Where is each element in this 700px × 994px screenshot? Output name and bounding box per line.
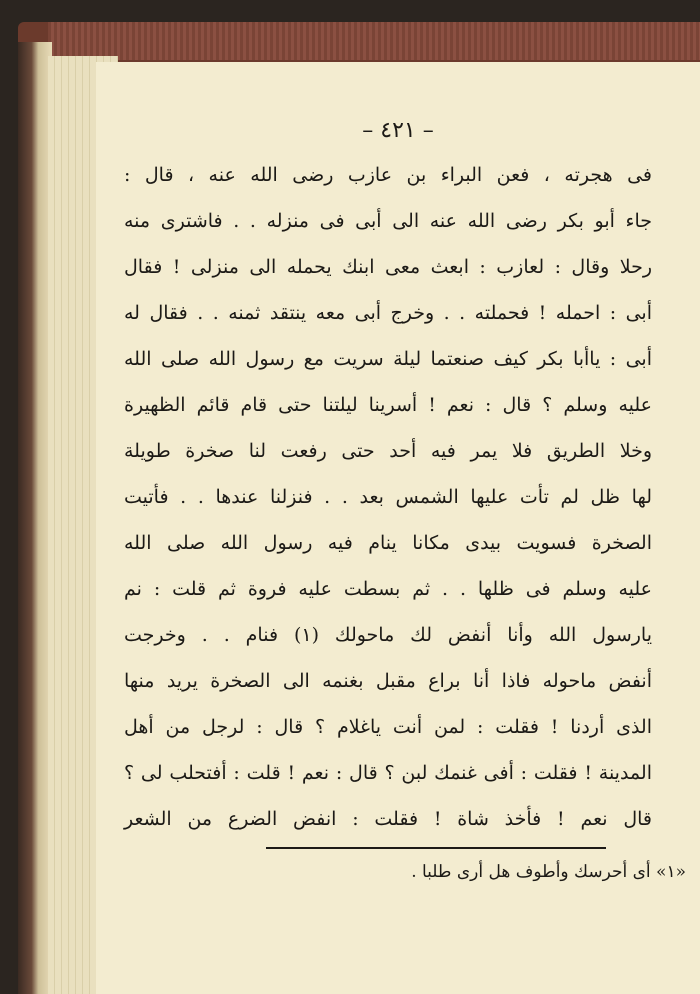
text-line: أنفض ماحوله فاذا أنا براع مقبل بغنمه الى الصخرة يريد منها	[124, 670, 652, 692]
book-page	[96, 62, 700, 994]
text-line: رحلا وقال : لعازب : ابعث معى ابنك يحمله الى منزلى ! فقال	[124, 256, 652, 278]
body-text	[124, 152, 652, 842]
text-line: جاء أبو بكر رضى الله عنه الى أبى فى منزله . . فاشترى منه	[124, 210, 652, 232]
text-line: الذى أردنا ! فقلت : لمن أنت ياغلام ؟ قال : لرجل من أهل	[124, 716, 652, 738]
text-line: المدينة ! فقلت : أفى غنمك لبن ؟ قال : نعم ! قلت : أفتحلب لى ؟	[124, 762, 652, 784]
text-line: فى هجرته ، فعن البراء بن عازب رضى الله عنه ، قال :	[124, 164, 652, 186]
text-line: أبى : ياأبا بكر كيف صنعتما ليلة سريت مع رسول الله صلى الله	[124, 348, 652, 370]
text-line: الصخرة فسويت بيدى مكانا ينام فيه رسول الله صلى الله	[124, 532, 652, 554]
footnote-rule	[266, 847, 606, 849]
page-number: – ٤٢١ –	[362, 118, 434, 143]
book-top-edge	[48, 22, 700, 60]
text-line: يارسول الله وأنا أنفض لك ماحولك (١) فنام . . وخرجت	[124, 624, 653, 646]
text-line: وخلا الطريق فلا يمر فيه أحد حتى رفعت لنا صخرة طويلة	[124, 440, 652, 462]
text-line: عليه وسلم فى ظلها . . ثم بسطت عليه فروة ثم قلت : نم	[124, 578, 652, 600]
footnote: «١» أى أحرسك وأطوف هل أرى طلبا .	[411, 862, 686, 882]
book-spine	[18, 42, 52, 994]
text-line: قال نعم ! فأخذ شاة ! فقلت : انفض الضرع من الشعر	[124, 808, 652, 830]
text-line: أبى : احمله ! فحملته . . وخرج أبى معه ينتقد ثمنه . . فقال له	[124, 302, 652, 324]
text-line: عليه وسلم ؟ قال : نعم ! أسرينا ليلتنا حتى قام قائم الظهيرة	[124, 394, 652, 416]
text-line: لها ظل لم تأت عليها الشمس بعد . . فنزلنا عندها . . فأتيت	[124, 486, 652, 508]
